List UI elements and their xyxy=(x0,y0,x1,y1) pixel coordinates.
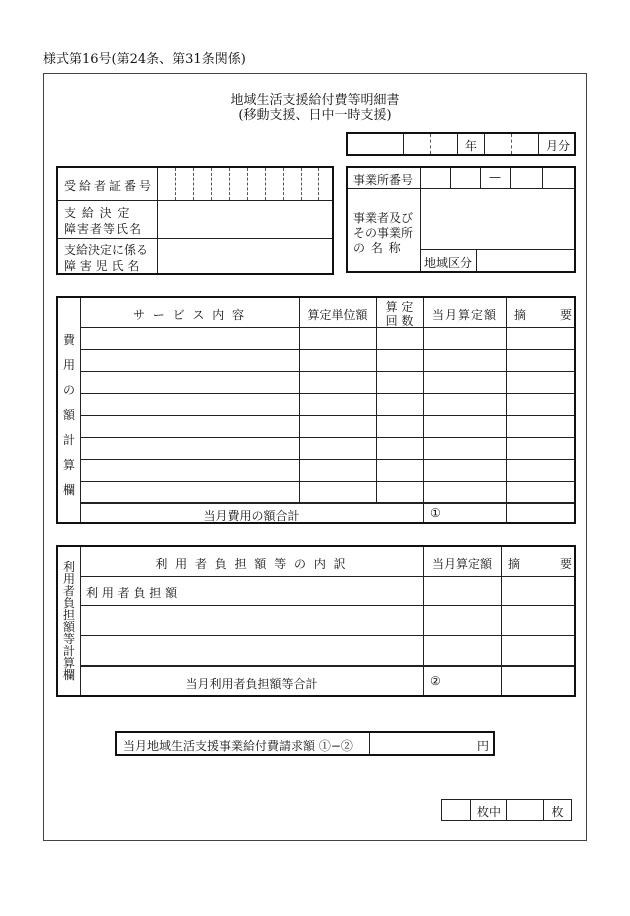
page-count-end: 枚 xyxy=(551,805,564,819)
burden-row-label: 利 用 者 負 担 額 xyxy=(86,586,178,600)
count-header-top: 算 定 xyxy=(385,300,414,314)
year-label: 年 xyxy=(464,139,477,153)
count-header-bottom: 回 数 xyxy=(385,314,414,328)
month-amount-header: 当月算定額 xyxy=(431,308,497,322)
burden-detail-header: 利 用 者 負 担 額 等 の 内 訳 xyxy=(155,557,348,571)
office-no-label: 事業所番号 xyxy=(353,173,414,187)
cert-no-label: 受給者証番号 xyxy=(64,179,155,193)
remarks-header-2: 要 xyxy=(560,308,573,322)
provider-name-label-3: の 名 称 xyxy=(353,241,402,255)
page-count-middle: 枚中 xyxy=(476,805,501,819)
unit-amount-header: 算定単位額 xyxy=(307,308,368,322)
page-count-box xyxy=(441,799,572,821)
recipient-name-label-2: 障害者等氏名 xyxy=(64,222,143,236)
page-subtitle: (移動支援、日中一時支援) xyxy=(238,108,392,123)
provider-name-label-2: その事業所 xyxy=(353,226,414,240)
month-label: 月分 xyxy=(545,139,570,153)
burden-remarks-header-1: 摘 xyxy=(508,557,521,571)
burden-section xyxy=(56,545,576,697)
region-label: 地域区分 xyxy=(424,256,473,270)
child-name-label-2: 障 害 児 氏 名 xyxy=(64,259,140,273)
provider-box xyxy=(346,166,576,273)
burden-month-amount-header: 当月算定額 xyxy=(431,557,492,571)
claim-unit: 円 xyxy=(477,739,490,753)
cost-total-marker: ① xyxy=(430,506,441,520)
provider-name-label-1: 事業者及び xyxy=(353,211,414,225)
recipient-box xyxy=(56,166,334,275)
cost-section xyxy=(56,296,576,524)
burden-side-label: 利 用 者 負 担 額 等 計 算 欄 xyxy=(62,560,75,682)
claim-label: 当月地域生活支援事業給付費請求額 ①−② xyxy=(123,739,353,753)
burden-total-label: 当月利用者負担額等合計 xyxy=(185,677,318,691)
burden-remarks-header-2: 要 xyxy=(560,557,573,571)
period-box xyxy=(346,132,576,156)
cost-side-label: 費 用 の 額 計 算 欄 xyxy=(62,333,75,497)
page-title: 地域生活支援給付費等明細書 xyxy=(230,93,400,108)
remarks-header-1: 摘 xyxy=(514,308,527,322)
claim-box xyxy=(115,731,495,756)
recipient-name-label-1: 支 給 決 定 xyxy=(64,206,131,220)
child-name-label-1: 支給決定に係る xyxy=(64,243,149,257)
burden-total-marker: ② xyxy=(430,674,441,688)
office-no-dash: — xyxy=(489,170,501,184)
service-header: サ ー ビ ス 内 容 xyxy=(132,308,247,322)
form-id: 様式第16号(第24条、第31条関係) xyxy=(43,52,246,67)
cost-total-label: 当月費用の額合計 xyxy=(203,509,300,523)
